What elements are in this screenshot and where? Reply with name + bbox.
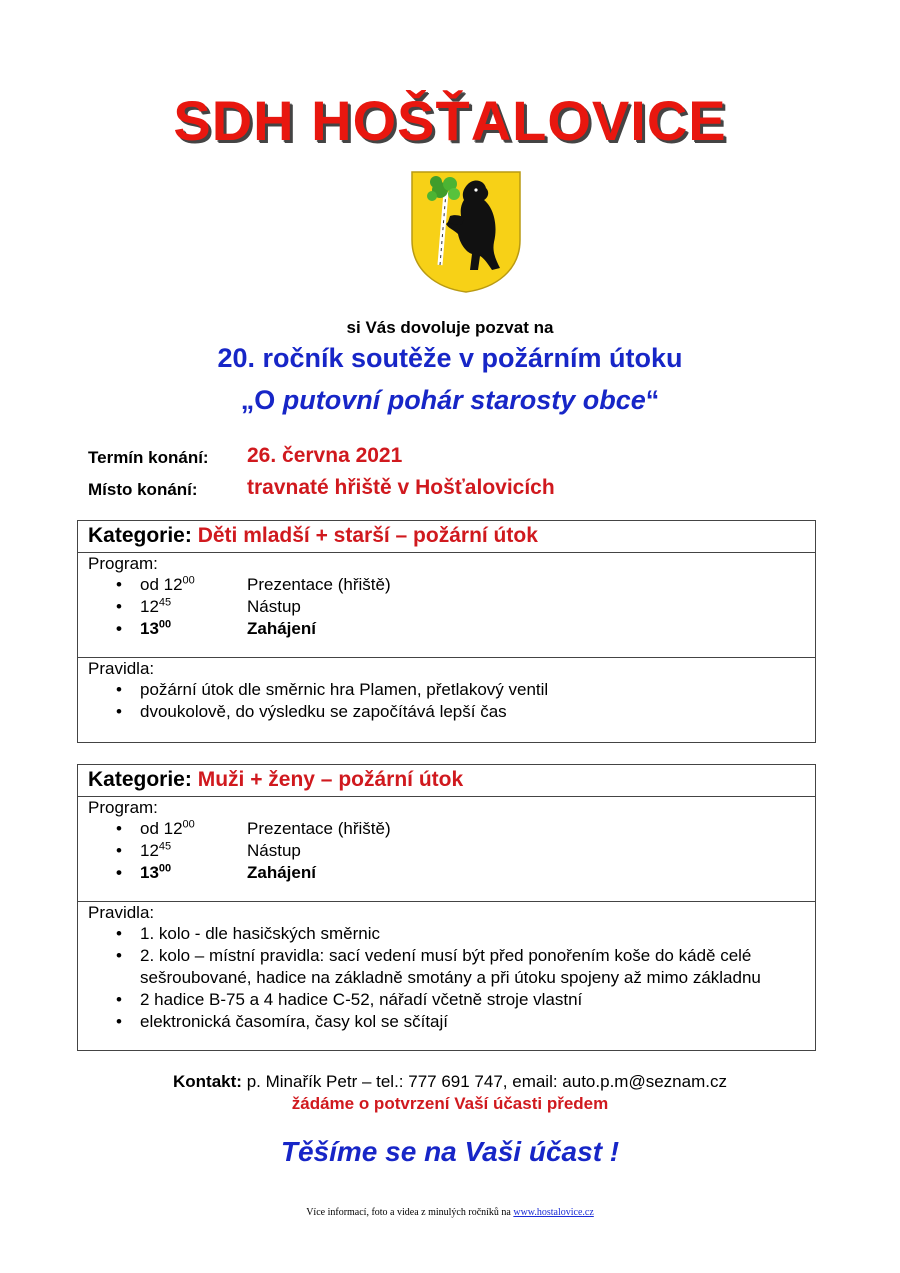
website-link[interactable]: www.hostalovice.cz (513, 1207, 594, 1218)
rules-title: Pravidla: (88, 659, 155, 678)
category-name: Muži + ženy – požární útok (197, 768, 464, 791)
rules-section (78, 901, 815, 1039)
program-title: Program: (88, 798, 158, 817)
invite-text: si Vás dovoluje pozvat na (346, 318, 554, 337)
rule-item: • dvoukolově, do výsledku se započítává lepší čas (116, 702, 507, 721)
rule-item: • elektronická časomíra, časy kol se sčítají (116, 1012, 449, 1031)
coat-of-arms-bear-icon (410, 170, 522, 294)
category-box-children (77, 520, 816, 743)
category-label: Kategorie: (88, 524, 192, 547)
program-section (78, 797, 815, 901)
cup-quote-open: „O (240, 385, 283, 415)
cup-quote-close: “ (645, 385, 660, 415)
confirm-note: žádáme o potvrzení Vaší účasti předem (291, 1094, 609, 1113)
program-item: • $12^{45}$ Nástup (116, 596, 301, 616)
cup-name (0, 385, 900, 416)
rules-title: Pravidla: (88, 903, 155, 922)
place-value: travnaté hřiště v Hošťalovicích (247, 476, 555, 499)
rule-item: • 2. kolo – místní pravidla: sací vedení musí být před ponořením koše do kádě celé sešroubované, hadice na základně smotány a při útoku spojeny až mimo základnu (116, 946, 761, 987)
program-list (88, 818, 807, 884)
closing-message: Těšíme se na Vaši účast ! (280, 1136, 620, 1167)
contact-label: Kontakt: (173, 1072, 242, 1091)
rule-item: • 2 hadice B-75 a 4 hadice C-52, nářadí včetně stroje vlastní (116, 990, 583, 1009)
place-label: Místo konání: (88, 480, 198, 499)
program-item: • $13^{00}$ Zahájení (116, 618, 316, 638)
rules-list (88, 679, 807, 723)
rule-item: • 1. kolo - dle hasičských směrnic (116, 924, 380, 943)
program-item: • $12^{45}$ Nástup (116, 840, 301, 860)
category-label: Kategorie: (88, 768, 192, 791)
footer-note: Více informací, foto a videa z minulých ročníků na www.hostalovice.cz (306, 1207, 594, 1218)
program-item: • $13^{00}$ Zahájení (116, 862, 316, 882)
date-value: 26. června 2021 (247, 444, 403, 467)
category-header (78, 521, 815, 553)
program-section (78, 553, 815, 657)
contact-line (0, 1072, 900, 1092)
rules-section (78, 657, 815, 729)
event-edition: 20. ročník soutěže v požárním útoku (217, 343, 683, 373)
program-title: Program: (88, 554, 158, 573)
page-title: SDH HOŠŤALOVICE (173, 89, 727, 152)
category-header (78, 765, 815, 797)
category-name: Děti mladší + starší – požární útok (197, 524, 538, 547)
category-box-adults (77, 764, 816, 1051)
program-item: • od $12^{00}$ Prezentace (hřiště) (116, 574, 391, 594)
program-item: • od $12^{00}$ Prezentace (hřiště) (116, 818, 391, 838)
rule-item: • požární útok dle směrnic hra Plamen, přetlakový ventil (116, 680, 549, 699)
contact-details: p. Minařík Petr – tel.: 777 691 747, email: auto.p.m@seznam.cz (241, 1072, 727, 1091)
cup-name-italic: putovní pohár starosty obce (282, 385, 646, 415)
rules-list (88, 923, 807, 1033)
program-list (88, 574, 807, 640)
date-label: Termín konání: (88, 448, 209, 467)
